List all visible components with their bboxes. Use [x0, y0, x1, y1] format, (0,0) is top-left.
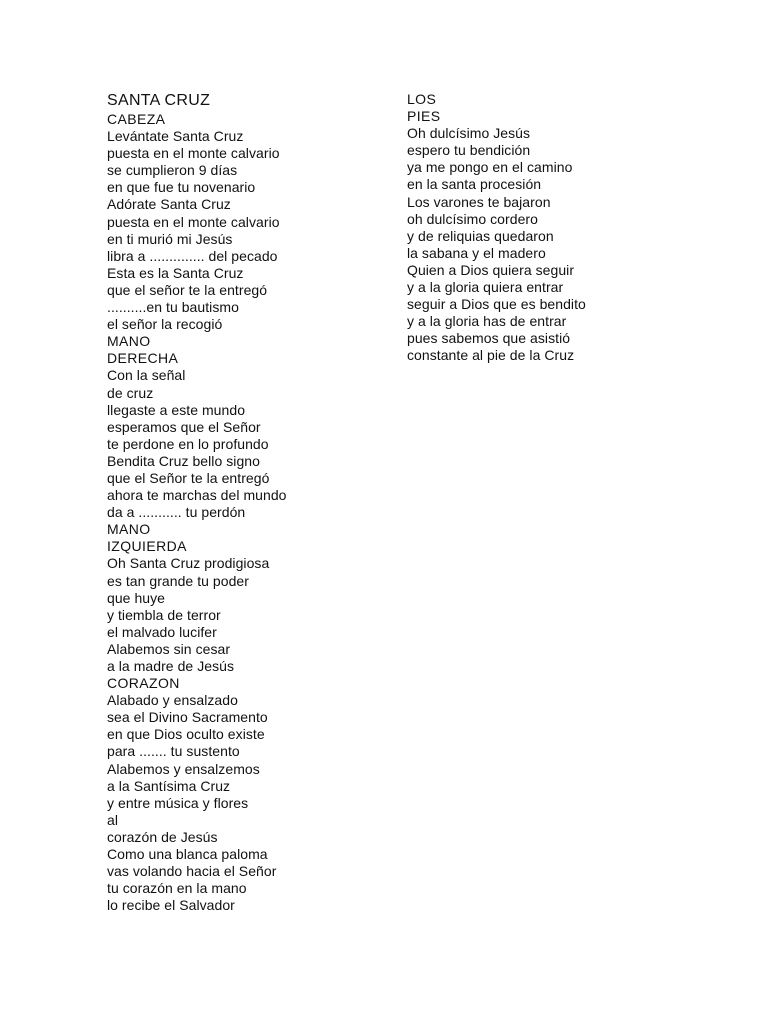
verse-line: se cumplieron 9 días: [107, 162, 238, 179]
verse-line: constante al pie de la Cruz: [407, 347, 575, 364]
verse-line: Levántate Santa Cruz: [107, 128, 244, 145]
section-heading: MANO: [107, 333, 151, 350]
verse-line: para ....... tu sustento: [107, 743, 240, 760]
section-heading: DERECHA: [107, 350, 179, 367]
verse-line: seguir a Dios que es bendito: [407, 296, 586, 313]
verse-line: puesta en el monte calvario: [107, 213, 280, 230]
section-heading: IZQUIERDA: [107, 538, 187, 555]
verse-line: Con la señal: [107, 367, 186, 384]
verse-line: oh dulcísimo cordero: [407, 210, 538, 227]
verse-line: da a ........... tu perdón: [107, 504, 246, 521]
verse-line: al: [107, 811, 118, 828]
verse-line: en la santa procesión: [407, 176, 542, 193]
verse-line: Como una blanca paloma: [107, 846, 268, 863]
verse-line: Alabemos y ensalzemos: [107, 760, 260, 777]
verse-line: llegaste a este mundo: [107, 401, 246, 418]
verse-line: pues sabemos que asistió: [407, 330, 571, 347]
verse-line: en ti murió mi Jesús: [107, 230, 233, 247]
verse-line: a la madre de Jesús: [107, 658, 235, 674]
verse-line: puesta en el monte calvario: [107, 145, 280, 162]
verse-line: corazón de Jesús: [107, 828, 218, 845]
section-heading: LOS: [407, 91, 437, 107]
verse-line: libra a .............. del pecado: [107, 247, 278, 264]
section-heading: MANO: [107, 521, 151, 538]
verse-line: ya me pongo en el camino: [407, 159, 573, 176]
verse-line: y a la gloria quiera entrar: [407, 279, 564, 296]
verse-line: Bendita Cruz bello signo: [107, 452, 260, 469]
verse-line: te perdone en lo profundo: [107, 435, 269, 452]
document-title: SANTA CRUZ: [107, 92, 211, 109]
verse-line: esperamos que el Señor: [107, 418, 261, 435]
verse-line: a la Santísima Cruz: [107, 777, 231, 794]
verse-line: y a la gloria has de entrar: [407, 313, 567, 330]
verse-line: es tan grande tu poder: [107, 572, 249, 589]
verse-line: en que fue tu novenario: [107, 179, 256, 196]
verse-line: Oh Santa Cruz prodigiosa: [107, 555, 270, 572]
verse-line: y entre música y flores: [107, 794, 249, 811]
verse-line: Alabado y ensalzado: [107, 692, 238, 709]
verse-line: la sabana y el madero: [407, 244, 546, 261]
verse-line: el malvado lucifer: [107, 623, 217, 640]
verse-line: de cruz: [107, 384, 154, 401]
verse-line: Esta es la Santa Cruz: [107, 264, 244, 281]
verse-line: Adórate Santa Cruz: [107, 196, 231, 213]
verse-line: Oh dulcísimo Jesús: [407, 125, 531, 142]
verse-line: sea el Divino Sacramento: [107, 709, 268, 726]
verse-line: ahora te marchas del mundo: [107, 487, 287, 504]
left-column: [107, 91, 377, 914]
verse-line: y tiembla de terror: [107, 606, 221, 623]
verse-line: Los varones te bajaron: [407, 193, 551, 210]
right-column: [407, 91, 737, 365]
section-heading: CORAZON: [107, 675, 180, 692]
section-heading: PIES: [407, 108, 441, 125]
verse-line: vas volando hacia el Señor: [107, 863, 277, 880]
section-heading: CABEZA: [107, 111, 166, 127]
verse-line: en que Dios oculto existe: [107, 726, 265, 743]
verse-line: que huye: [107, 589, 166, 606]
verse-line: espero tu bendición: [407, 142, 531, 159]
verse-line: que el señor te la entregó: [107, 281, 268, 298]
verse-line: Quien a Dios quiera seguir: [407, 261, 575, 278]
verse-line: el señor la recogió: [107, 316, 223, 333]
verse-line: ..........en tu bautismo: [107, 299, 239, 316]
verse-line: Alabemos sin cesar: [107, 640, 231, 657]
verse-line: y de reliquias quedaron: [407, 227, 554, 244]
verse-line: que el Señor te la entregó: [107, 469, 270, 486]
verse-line: lo recibe el Salvador: [107, 897, 235, 914]
verse-line: tu corazón en la mano: [107, 880, 247, 897]
